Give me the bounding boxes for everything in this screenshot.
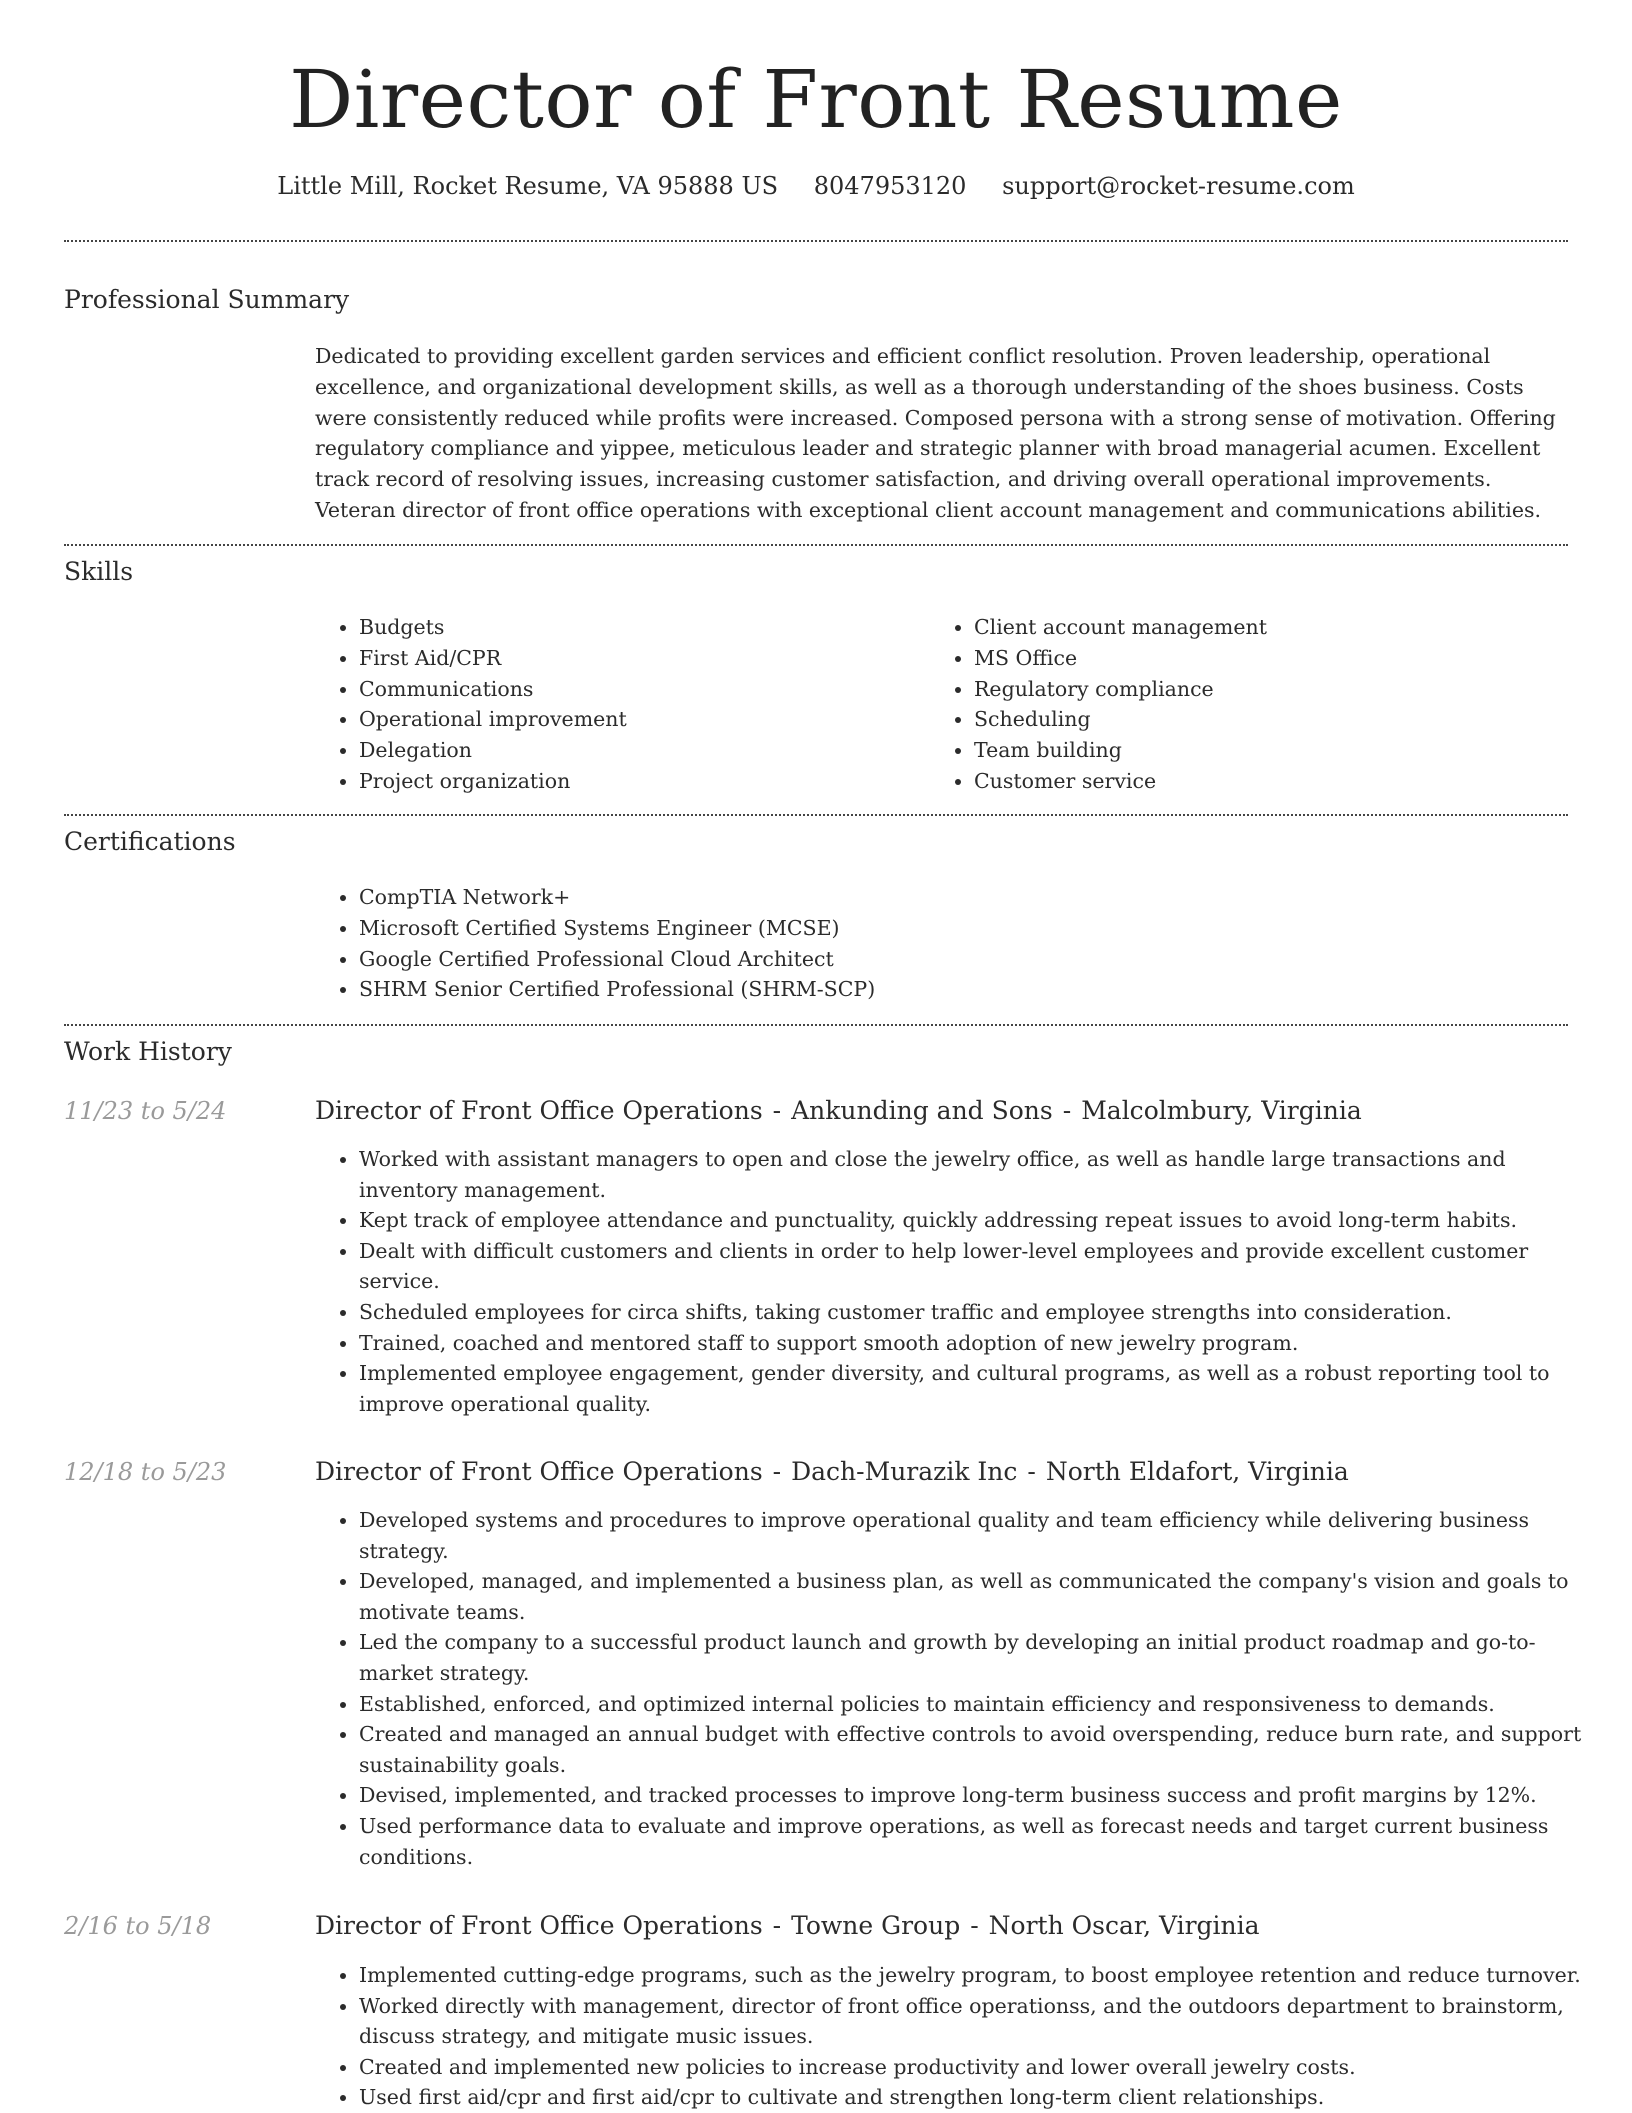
job-bullet: • Led the company to a successful product launch and growth by developing an initial product roadmap and go-to-market strategy.: [359, 1627, 1604, 1688]
job-dates: 12/18 to 5/23: [64, 1458, 227, 1486]
skill-item: • Budgets: [359, 612, 959, 643]
job-bullet: • Implemented cutting-edge programs, such as the jewelry program, to boost employee retention and reduce turnover.: [359, 1960, 1604, 1991]
contact-email: support@rocket-resume.com: [1002, 172, 1355, 200]
job-bullet: • Devised, implemented, and tracked processes to improve long-term business success and profit margins by 12%.: [359, 1780, 1604, 1811]
job-location: North Oscar, Virginia: [988, 1911, 1260, 1940]
job-bullet: • Kept track of employee attendance and punctuality, quickly addressing repeat issues to avoid long-term habits.: [359, 1205, 1604, 1236]
skill-item: • Delegation: [359, 735, 959, 766]
skill-item: • Regulatory compliance: [974, 674, 1574, 705]
certification-item: • SHRM Senior Certified Professional (SHRM-SCP): [359, 974, 1559, 1005]
job-bullet: • Worked with assistant managers to open and close the jewelry office, as well as handle large transactions and inventory management.: [359, 1144, 1604, 1205]
work-history-heading: Work History: [64, 1037, 232, 1066]
job-title-line: Director of Front Office Operations - Towne Group - North Oscar, Virginia: [315, 1911, 1260, 1940]
job-bullets: [315, 1505, 1604, 1872]
job-bullets: [315, 1144, 1604, 1419]
skills-heading: Skills: [64, 557, 134, 586]
skill-item: • First Aid/CPR: [359, 643, 959, 674]
summary-text: Dedicated to providing excellent garden services and efficient conflict resolution. Proven leadership, operational excellence, and organizational development skills, as well as a thorough understanding of the shoes business. Costs were consistently reduced while profits were increased. Composed persona with a strong sense of motivation. Offering regulatory compliance and yippee, meticulous leader and strategic planner with broad managerial acumen. Excellent track record of resolving issues, increasing customer satisfaction, and driving overall operational improvements. Veteran director of front office operations with exceptional client account management and communications abilities.: [315, 344, 1556, 522]
skills-list-left: [315, 612, 959, 797]
skill-item: • Client account management: [974, 612, 1574, 643]
job-company: Towne Group: [791, 1911, 961, 1940]
job-title-line: Director of Front Office Operations - Ankunding and Sons - Malcolmbury, Virginia: [315, 1096, 1362, 1125]
skill-item: • Operational improvement: [359, 704, 959, 735]
skills-list-right: [930, 612, 1574, 797]
job-location: North Eldafort, Virginia: [1045, 1457, 1349, 1486]
certifications-heading: Certifications: [64, 827, 236, 856]
job-bullet: • Used first aid/cpr and first aid/cpr to cultivate and strengthen long-term client relationships.: [359, 2082, 1604, 2113]
job-title: Director of Front Office Operations: [315, 1096, 763, 1125]
certification-item: • Google Certified Professional Cloud Architect: [359, 944, 1559, 975]
job-title-line: Director of Front Office Operations - Dach-Murazik Inc - North Eldafort, Virginia: [315, 1457, 1349, 1486]
job-title: Director of Front Office Operations: [315, 1457, 763, 1486]
skill-item: • Team building: [974, 735, 1574, 766]
job-bullets: [315, 1960, 1604, 2113]
skill-item: • Customer service: [974, 766, 1574, 797]
summary-divider: [64, 544, 1568, 546]
job-bullet: • Established, enforced, and optimized internal policies to maintain efficiency and responsiveness to demands.: [359, 1689, 1604, 1720]
job-bullet: • Dealt with difficult customers and clients in order to help lower-level employees and provide excellent customer service.: [359, 1236, 1604, 1297]
job-dates: 2/16 to 5/18: [64, 1912, 212, 1940]
skill-item: • Project organization: [359, 766, 959, 797]
job-bullet: • Created and managed an annual budget with effective controls to avoid overspending, reduce burn rate, and support sustainability goals.: [359, 1719, 1604, 1780]
resume-name: Director of Front Resume: [289, 53, 1343, 146]
job-dates: 11/23 to 5/24: [64, 1097, 227, 1125]
contact-line: [0, 170, 1632, 202]
job-bullet: • Developed, managed, and implemented a business plan, as well as communicated the company's vision and goals to motivate teams.: [359, 1566, 1604, 1627]
certifications-list: [315, 882, 1559, 1005]
job-bullet: • Implemented employee engagement, gender diversity, and cultural programs, as well as a robust reporting tool to improve operational quality.: [359, 1358, 1604, 1419]
header-divider: [64, 240, 1568, 242]
job-company: Ankunding and Sons: [791, 1096, 1053, 1125]
job-bullet: • Used performance data to evaluate and improve operations, as well as forecast needs and target current business conditions.: [359, 1811, 1604, 1872]
contact-phone: 8047953120: [813, 172, 967, 200]
contact-address: Little Mill, Rocket Resume, VA 95888 US: [277, 172, 779, 200]
summary-heading: Professional Summary: [64, 285, 350, 314]
job-bullet: • Scheduled employees for circa shifts, taking customer traffic and employee strengths into consideration.: [359, 1297, 1604, 1328]
job-location: Malcolmbury, Virginia: [1081, 1096, 1362, 1125]
skill-item: • Communications: [359, 674, 959, 705]
job-company: Dach-Murazik Inc: [791, 1457, 1018, 1486]
certification-item: • Microsoft Certified Systems Engineer (MCSE): [359, 913, 1559, 944]
certifications-divider: [64, 1024, 1568, 1026]
skill-item: • Scheduling: [974, 704, 1574, 735]
skills-divider: [64, 814, 1568, 816]
job-bullet: • Trained, coached and mentored staff to support smooth adoption of new jewelry program.: [359, 1328, 1604, 1359]
skill-item: • MS Office: [974, 643, 1574, 674]
job-bullet: • Created and implemented new policies to increase productivity and lower overall jewelry costs.: [359, 2052, 1604, 2083]
job-bullet: • Developed systems and procedures to improve operational quality and team efficiency while delivering business strategy.: [359, 1505, 1604, 1566]
job-bullet: • Worked directly with management, director of front office operationss, and the outdoors department to brainstorm, discuss strategy, and mitigate music issues.: [359, 1991, 1604, 2052]
job-title: Director of Front Office Operations: [315, 1911, 763, 1940]
certification-item: • CompTIA Network+: [359, 882, 1559, 913]
